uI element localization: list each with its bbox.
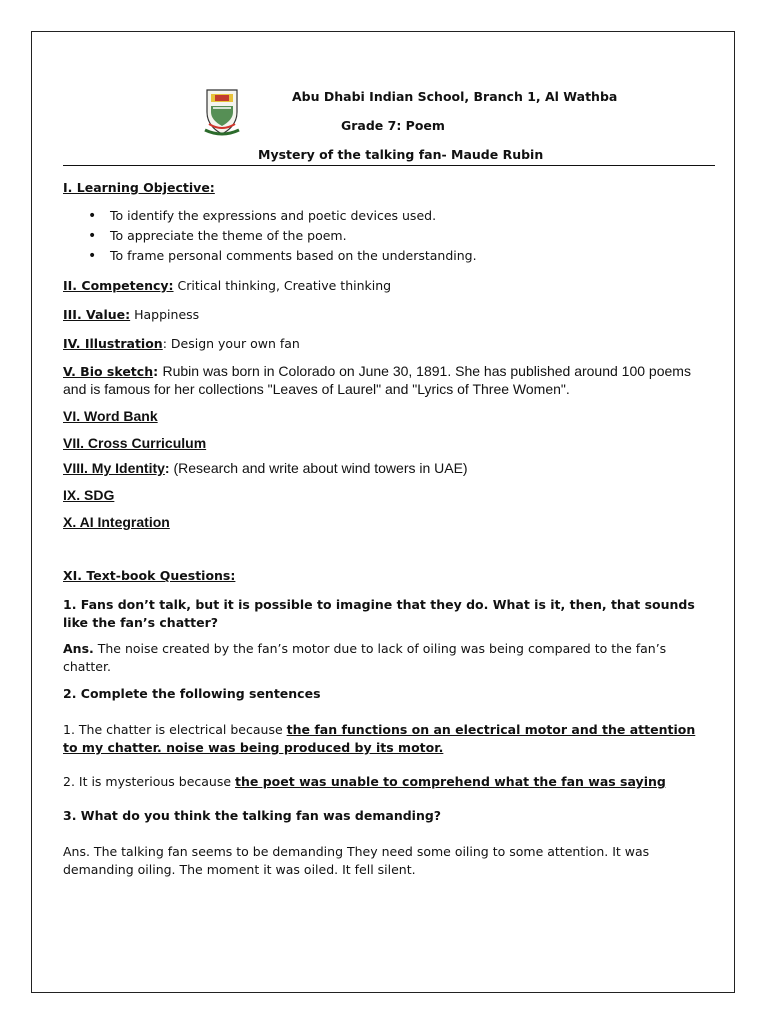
school-logo	[203, 86, 241, 138]
illustration-label: IV. Illustration	[63, 336, 163, 351]
ai-integration-heading: X. AI Integration	[63, 514, 170, 530]
poem-title: Mystery of the talking fan- Maude Rubin	[258, 147, 544, 162]
cross-curriculum-heading: VII. Cross Curriculum	[63, 435, 207, 451]
my-identity-colon: :	[164, 460, 174, 476]
sentence-1-answer: the fan functions on an electrical motor and the attention to my chatter. noise was being produced by its motor.	[63, 722, 696, 755]
sentence-2	[63, 774, 666, 789]
competency-row	[63, 278, 391, 293]
bio-colon: :	[153, 364, 163, 379]
answer-1-text: The noise created by the fan’s motor due to lack of oiling was being compared to the fan’s chatter.	[63, 641, 667, 674]
list-item: • To frame personal comments based on the understanding.	[86, 247, 477, 267]
sentence-1	[63, 721, 703, 757]
question-2: 2. Complete the following sentences	[63, 686, 321, 701]
value-label: III. Value:	[63, 307, 131, 322]
value-text: Happiness	[130, 307, 200, 322]
value-row	[63, 307, 199, 322]
bio-label: V. Bio sketch	[63, 364, 154, 379]
grade-label: Grade 7: Poem	[341, 118, 445, 133]
competency-label: II. Competency:	[63, 278, 174, 293]
illustration-text: : Design your own fan	[162, 336, 300, 351]
sentence-2-answer: the poet was unable to comprehend what the fan was saying	[235, 774, 666, 789]
sdg-heading: IX. SDG	[63, 487, 115, 503]
bio-sketch-line1	[63, 363, 691, 381]
school-name: Abu Dhabi Indian School, Branch 1, Al Wathba	[292, 89, 618, 104]
answer-1-label: Ans.	[63, 641, 94, 656]
word-bank-heading: VI. Word Bank	[63, 408, 158, 424]
objective-list	[86, 207, 477, 267]
question-1: 1. Fans don’t talk, but it is possible to imagine that they do. What is it, then, that sounds like the fan’s chatter?	[63, 597, 695, 630]
textbook-heading: XI. Text-book Questions:	[63, 568, 236, 583]
my-identity-text: (Research and write about wind towers in UAE)	[173, 460, 468, 476]
bio-text-line1: Rubin was born in Colorado on June 30, 1891. She has published around 100 poems	[162, 363, 691, 379]
answer-1	[63, 640, 703, 676]
illustration-row	[63, 336, 300, 351]
competency-text: Critical thinking, Creative thinking	[173, 278, 392, 293]
learning-objective-heading: I. Learning Objective:	[63, 180, 215, 195]
question-3: 3. What do you think the talking fan was demanding?	[63, 808, 442, 823]
bio-text-line2: and is famous for her collections "Leaves of Laurel" and "Lyrics of Three Women".	[63, 381, 570, 397]
sentence-1-prefix: 1. The chatter is electrical because	[63, 722, 287, 737]
my-identity-label: VIII. My Identity	[63, 460, 165, 476]
answer-3: Ans. The talking fan seems to be demanding They need some oiling to some attention. It was demanding oiling. The moment it was oiled. It fell silent.	[63, 844, 650, 877]
my-identity-row	[63, 460, 468, 478]
list-item: • To appreciate the theme of the poem.	[86, 227, 477, 247]
sentence-2-prefix: 2. It is mysterious because	[63, 774, 236, 789]
list-item: • To identify the expressions and poetic devices used.	[86, 207, 477, 227]
header-divider	[63, 165, 715, 166]
